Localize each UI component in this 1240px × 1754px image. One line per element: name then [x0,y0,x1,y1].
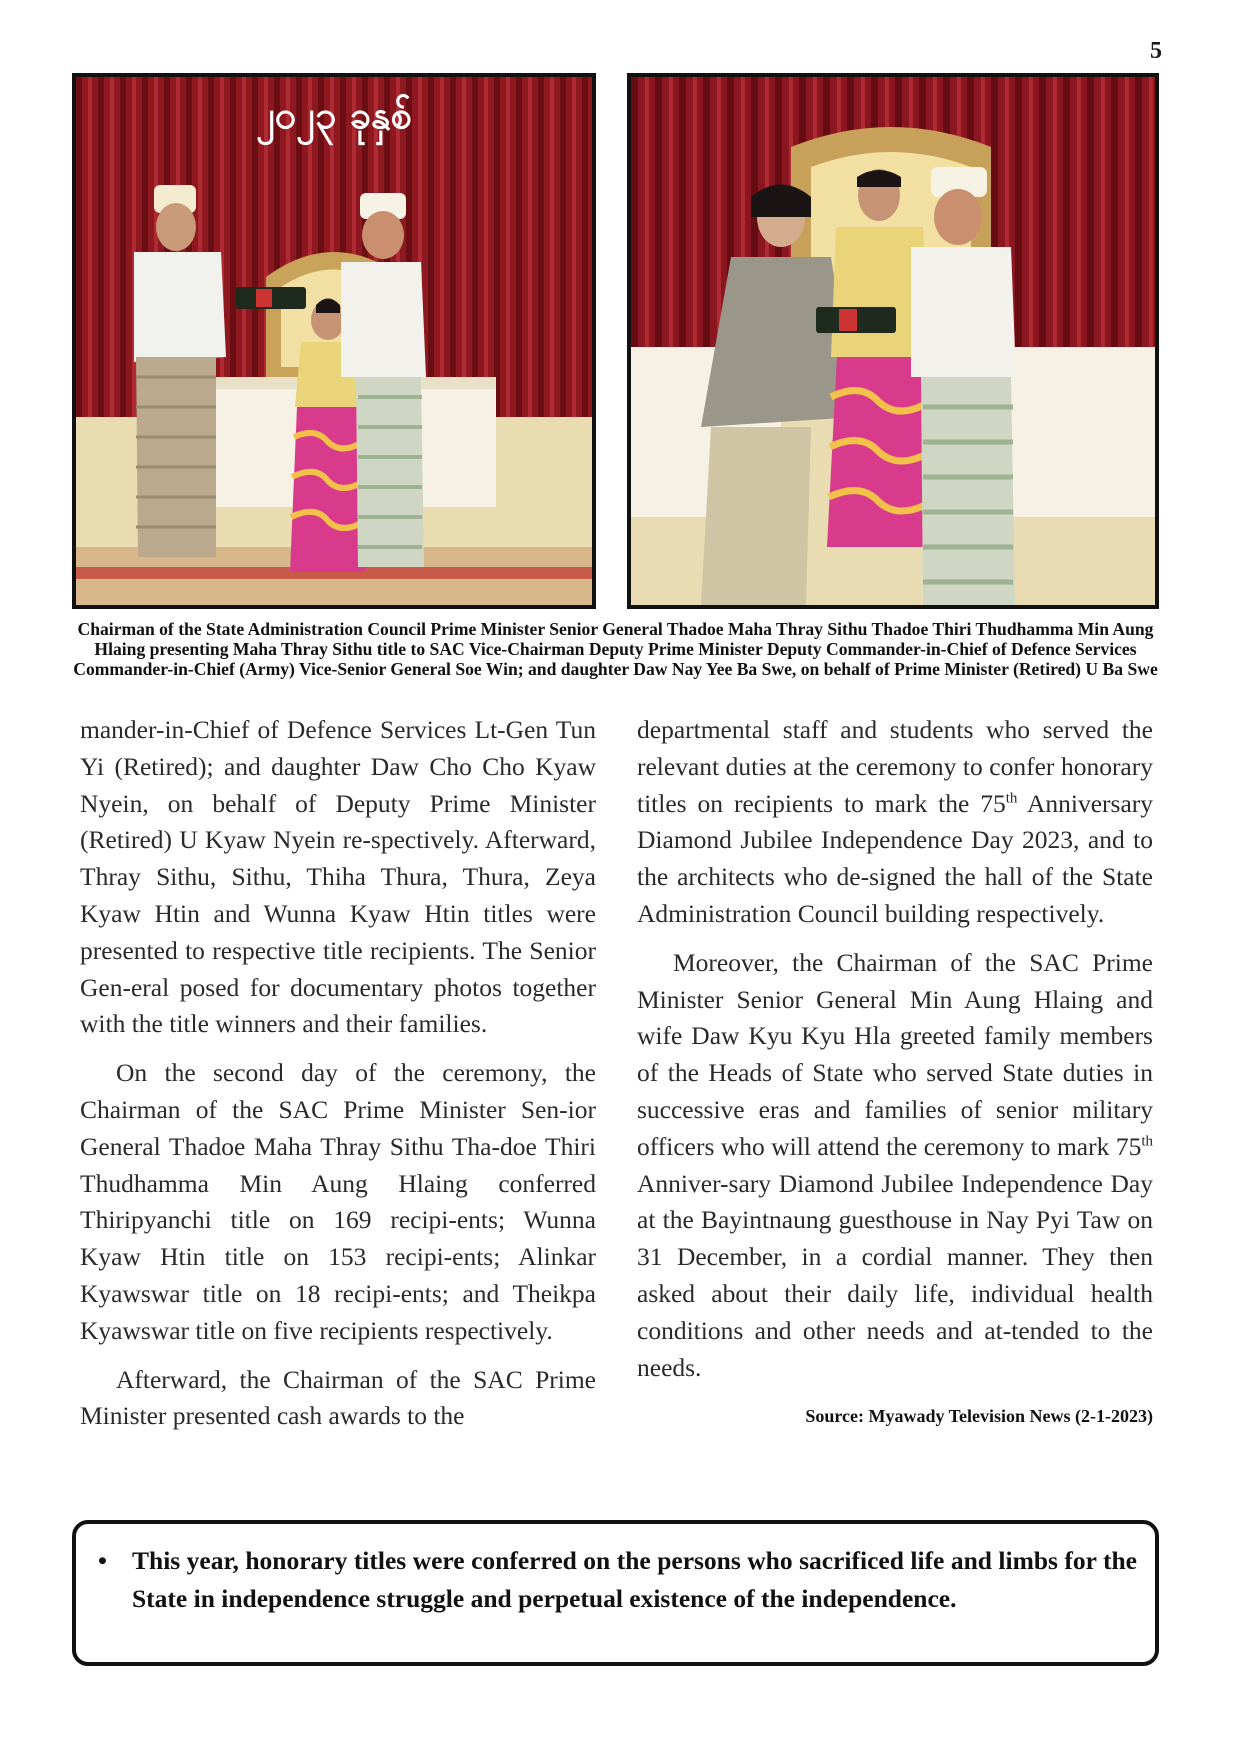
page-number: 5 [1150,38,1162,64]
paragraph: mander-in-Chief of Defence Services Lt-Gen Tun Yi (Retired); and daughter Daw Cho Cho Kyaw Nyein, on behalf of Deputy Prime Minister (Retired) U Kyaw Nyein re-spectively. Afterward, Thray Sithu, Sithu, Thiha Thura, Thura, Zeya Kyaw Htin and Wunna Kyaw Htin titles were presented to respective title recipients. The Senior Gen-eral posed for documentary photos together with the title winners and their families. [80,715,596,1039]
bullet-icon: • [98,1546,107,1575]
paragraph [637,945,1153,1387]
paragraph-text: Anniver-sary Diamond Jubilee Independence Day at the Bayintnaung guesthouse in Nay Pyi Taw on 31 December, in a cordial manner. They then asked about their daily life, individual health conditions and other needs and at-tended to the needs. [637,1168,1153,1382]
superscript: th [1005,790,1018,807]
paragraph-text: Anniversary Diamond Jubilee Independence Day 2023, and to the architects who de-signed the hall of the State Administration Council building respectively. [637,788,1154,928]
paragraph-text: Moreover, the Chairman of the SAC Prime Minister Senior General Min Aung Hlaing and wife Daw Kyu Kyu Hla greeted family members of the Heads of State who served State duties in successive eras and families of senior military officers who will attend the ceremony to mark 75 [637,947,1153,1161]
photo-caption: Chairman of the State Administration Council Prime Minister Senior General Thadoe Maha Thray Sithu Thadoe Thiri Thudhamma Min Aung Hlaing presenting Maha Thray Sithu title to SAC Vice-Chairman Deputy Prime Minister Deputy Commander-in-Chief of Defence Services Commander-in-Chief (Army) Vice-Senior General Soe Win; and daughter Daw Nay Yee Ba Swe, on behalf of Prime Minister (Retired) U Ba Swe [73,619,1158,679]
ceremony-photo-left-illustration [76,77,592,605]
paragraph: Afterward, the Chairman of the SAC Prime Minister presented cash awards to the [80,1364,596,1431]
superscript: th [1141,1133,1153,1150]
photo-banner-text: ၂၀၂၃ ခုနှစ် [256,93,412,137]
ceremony-photo-left [72,73,596,609]
paragraph: On the second day of the ceremony, the Chairman of the SAC Prime Minister Sen-ior General Thadoe Maha Thray Sithu Tha-doe Thiri Thudhamma Min Aung Hlaing conferred Thiripyanchi title on 169 recipi-ents; Wunna Kyaw Htin title on 153 recipi-ents; Alinkar Kyawswar title on 18 recipi-ents; and Theikpa Kyawswar title on five recipients respectively. [80,1058,596,1345]
highlight-note-box [72,1520,1159,1666]
paragraph [637,712,1153,933]
ceremony-photo-right [627,73,1159,609]
ceremony-photo-right-illustration [631,77,1155,605]
note-text: This year, honorary titles were conferred on the persons who sacrificed life and limbs for the State in independence struggle and perpetual existence of the independence. [132,1546,1137,1613]
article-right-column [637,712,1153,1435]
note-list-item [98,1542,1137,1617]
paragraph-text: departmental staff and students who served the relevant duties at the ceremony to confer honorary titles on recipients to mark the 75 [637,715,1153,818]
source-attribution: Source: Myawady Television News (2-1-2023) [805,1406,1153,1427]
article-left-column [80,712,596,1447]
